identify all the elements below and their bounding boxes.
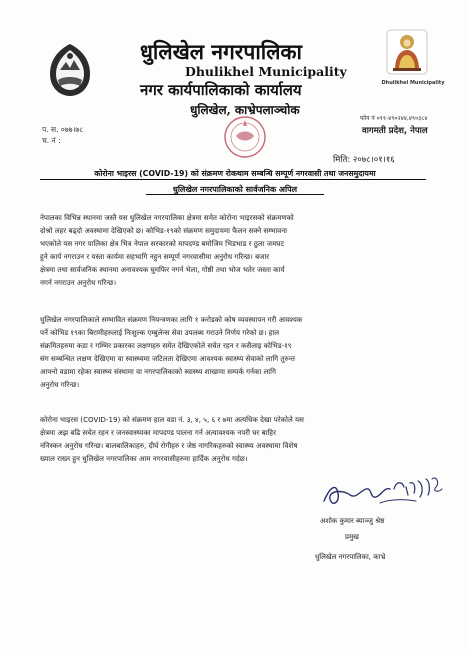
paragraph-line: कोरोना भाइरस (COVID-19) को संक्रमण हाल वडा नं. ३, ४, ५, ६ र ७मा अत्यधिक देखा परेकोले यस [40, 415, 304, 424]
signer-office: धुलिखेल नगरपालिका, काभ्रे [315, 553, 386, 561]
municipality-title-english: Dhulikhel Municipality [185, 64, 347, 79]
paragraph-line: धुलिखेल नगरपालिकाले सम्भावित संक्रमण नियन्त्रणका लागि १ करोडको कोष व्यवस्थापन गरी आवश्यक [40, 315, 303, 324]
province-label: वागमती प्रदेश, नेपाल [362, 126, 428, 136]
paragraph-line: आफ्नो वडामा रहेका स्वास्थ्य संस्थामा वा नगरपालिकाको स्वास्थ्य शाखामा सम्पर्क गर्नका लागि [40, 367, 276, 377]
paragraph-line: नेपालका विभिन्न स्थानमा जस्तै यस धुलिखेल नगरपालिका क्षेत्रमा समेत कोरोना भाइरसको संक्रमणको [40, 213, 294, 222]
paragraph-3 [40, 413, 430, 465]
paragraph-line: अनुरोध गरिन्छ। [40, 380, 80, 390]
phone-number: फोन नं ०११-४९०२४४,४९०३८४ [360, 115, 428, 122]
dispatch-number: च. नं : [42, 136, 61, 145]
municipality-deity-logo [385, 28, 429, 76]
right-logo-caption: Dhulikhel Municipality [381, 80, 445, 86]
office-location: धुलिखेल, काभ्रेपलाञ्चोक [190, 103, 300, 117]
handwritten-signature [320, 469, 450, 513]
reference-block [42, 124, 83, 146]
paragraph-line: क्षेत्रमा तथा सार्वजनिक स्थानमा अनावश्यक घुमफिर नगर्न भेला, गोष्ठी तथा भोज भतेर जस्ता कार्य [40, 265, 285, 275]
office-stamp [222, 114, 268, 160]
paragraph-line: दोश्रो लहर बढ्दो अवस्थामा देखिएको छ। कोभिड-१९को संक्रमण समुदायमा फैलन सक्ने सम्भावना [40, 226, 287, 236]
signer-name: अशोक कुमार ब्याञ्जु श्रेष्ठ [320, 517, 385, 525]
signer-title: प्रमुख [345, 533, 359, 541]
paragraph-line: नगर्न नगराउन अनुरोध गरिन्छ। [40, 278, 117, 288]
paragraph-line: भएकोले यस नगर पालिका क्षेत्र भित्र नेपाल सरकारको मापदण्ड बमोजिम भिडभाड र ठुला जमघट [40, 239, 285, 249]
letter-date: मिति: २०७८।०१।१६ [333, 155, 395, 165]
appeal-underline [146, 194, 324, 195]
paragraph-line: हुने कार्य नगराउन र यस्ता कार्यमा सहभागि नहुन सम्पूर्ण नगरवासीमा अनुरोध गरिन्छ। बजार [40, 252, 270, 262]
office-name: नगर कार्यपालिकाको कार्यालय [140, 81, 302, 99]
subject-line: कोरोना भाइरस (COVID-19) को संक्रमण रोकथाम सम्बन्धि सम्पूर्ण नगरवासी तथा जनसमुदायमा [94, 169, 376, 178]
paragraph-line: ननिस्कन अनुरोध गरिन्छ। बालबालिकाहरु, दीर्घ रोगीहरु र जेष्ठ नागरिकहरुको स्वास्थ्य अवस्थामा विशेष [40, 441, 298, 451]
paragraph-line: ख्याल राख्न हुन धुलिखेल नगरपालिका आम नगरवासीहरुमा हार्दिक अनुरोध गर्दछ। [40, 454, 248, 464]
municipality-title-nepali: धुलिखेल नगरपालिका [140, 39, 302, 64]
paragraph-line: पर्ने कोभिड १९का बिरामीहरुलाई निःशुल्क एम्बुलेन्स सेवा उपलब्ध गराउने निर्णय गरेको छ। हाल [40, 328, 280, 338]
paragraph-line: संग सम्बन्धित लक्षण देखिएमा वा स्वास्थ्यमा जटिलता देखिएमा आवश्यक स्वास्थ्य सेवाको लागि तुरुन्त [40, 354, 295, 364]
nepal-emblem-logo [44, 40, 96, 100]
paragraph-1 [40, 211, 430, 290]
letter-number: प. स. ०७७।७८ [42, 125, 84, 134]
paragraph-line: संक्रमितहरुमा कडा र गम्भिर प्रकारका लक्षणहरु समेत देखिएकोले सचेत रहन र कसैलाइ कोभिड-१९ [40, 341, 292, 351]
paragraph-2 [40, 313, 430, 392]
subject-underline [40, 179, 426, 180]
paragraph-line: क्षेत्रमा अझ बढि सचेत रहन र जनस्वास्थ्यका मापदण्ड पालना गर्न अत्यावश्यक नपरी घर बाहिर [40, 428, 276, 438]
subject-appeal-title: धुलिखेल नगरपालिकाको सार्वजनिक अपिल [172, 185, 298, 194]
